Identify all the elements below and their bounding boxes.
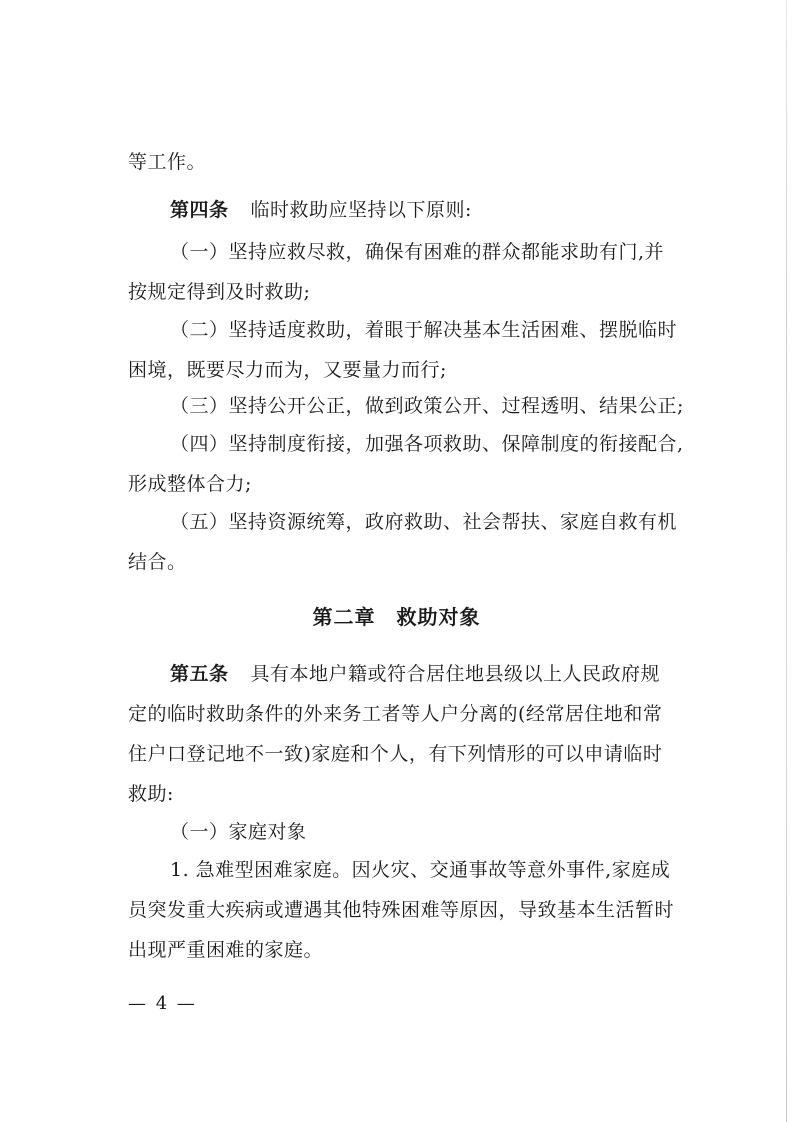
- item-1-line-3: 出现严重困难的家庭。: [128, 939, 324, 961]
- article-4-line: [170, 198, 472, 222]
- principle-5-line-2: 结合。: [128, 551, 187, 573]
- subsection-heading: （一）家庭对象: [170, 821, 307, 843]
- article-5-line-3: 住户口登记地不一致)家庭和个人，有下列情形的可以申请临时: [128, 743, 663, 765]
- article-5-text: 具有本地户籍或符合居住地县级以上人民政府规: [250, 663, 661, 685]
- principle-2-line-2: 困境，既要尽力而为，又要量力而行;: [128, 359, 447, 381]
- text-line: 等工作。: [128, 151, 207, 173]
- chapter-title: 第二章 救助对象: [312, 605, 481, 629]
- item-1-line-1: 1. 急难型困难家庭。因火灾、交通事故等意外事件,家庭成: [170, 859, 671, 881]
- article-5-line-4: 救助:: [128, 783, 174, 805]
- item-1-line-2: 员突发重大疾病或遭遇其他特殊困难等原因，导致基本生活暂时: [128, 899, 675, 921]
- article-5-label: 第五条: [170, 663, 229, 685]
- principle-5-line-1: （五）坚持资源统筹，政府救助、社会帮扶、家庭自救有机: [170, 511, 678, 533]
- article-5-line-2: 定的临时救助条件的外来务工者等人户分离的(经常居住地和常: [128, 703, 663, 725]
- principle-2-line-1: （二）坚持适度救助，着眼于解决基本生活困难、摆脱临时: [170, 319, 678, 341]
- scan-edge-line: [786, 0, 787, 1122]
- article-4-text: 临时救助应坚持以下原则:: [250, 199, 472, 221]
- article-4-label: 第四条: [170, 199, 229, 221]
- principle-4-line-1: （四）坚持制度衔接，加强各项救助、保障制度的衔接配合,: [170, 433, 684, 455]
- principle-1-line-1: （一）坚持应救尽救，确保有困难的群众都能求助有门,并: [170, 241, 665, 263]
- principle-3-line: （三）坚持公开公正，做到政策公开、过程透明、结果公正;: [170, 395, 684, 417]
- page-number: — 4 —: [128, 993, 197, 1014]
- principle-1-line-2: 按规定得到及时救助;: [128, 281, 311, 303]
- article-5-line-1: [170, 662, 660, 686]
- principle-4-line-2: 形成整体合力;: [128, 473, 252, 495]
